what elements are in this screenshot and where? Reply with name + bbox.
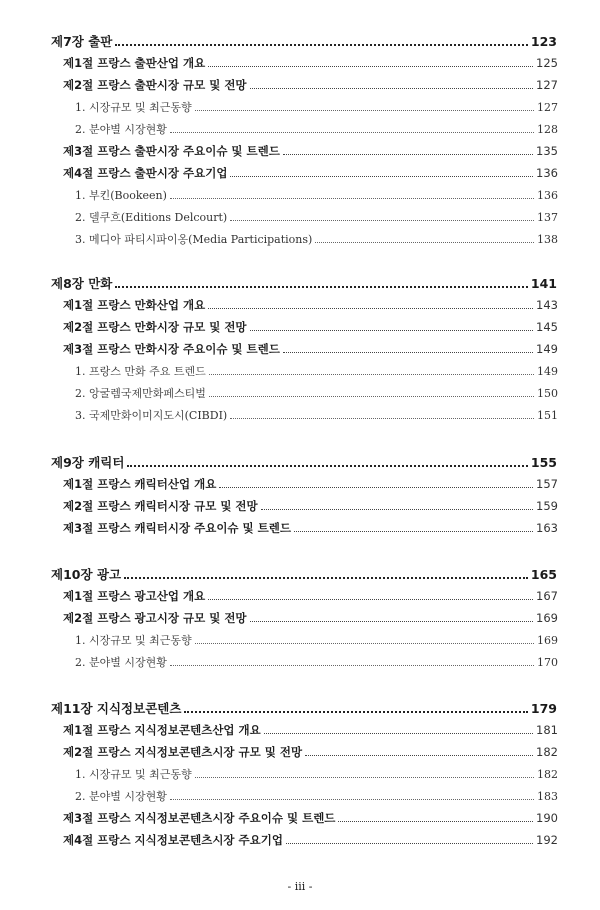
page-number: 125: [536, 56, 558, 70]
subsection-title: 3. 국제만화이미지도시(CIBDI): [75, 409, 228, 422]
chapter-title: 제7장 출판: [51, 34, 113, 49]
section-title: 제1절 프랑스 지식정보콘텐츠산업 개요: [63, 723, 261, 737]
toc-section[interactable]: [63, 165, 558, 181]
toc-subsection[interactable]: [75, 632, 558, 648]
section-title: 제1절 프랑스 캐릭터산업 개요: [63, 477, 217, 491]
chapter-title: 제9장 캐릭터: [51, 455, 125, 470]
section-title: 제2절 프랑스 지식정보콘텐츠시장 규모 및 전망: [63, 745, 303, 759]
toc-section[interactable]: [63, 520, 558, 536]
chapter-title: 제11장 지식정보콘텐츠: [51, 701, 182, 716]
dot-leader: [261, 509, 533, 510]
dot-leader: [208, 599, 533, 600]
page-number: 182: [536, 745, 558, 759]
dot-leader: [170, 665, 534, 666]
section-title: 제1절 프랑스 만화산업 개요: [63, 298, 206, 312]
dot-leader: [250, 621, 534, 622]
toc-subsection[interactable]: [75, 121, 558, 137]
dot-leader: [124, 577, 528, 579]
dot-leader: [170, 198, 534, 199]
chapter-title: 제8장 만화: [51, 276, 113, 291]
page-number: 137: [537, 211, 558, 224]
page-number: 127: [536, 78, 558, 92]
page-number: 170: [537, 656, 558, 669]
dot-leader: [170, 799, 534, 800]
page-number: 123: [530, 34, 557, 49]
section-title: 제2절 프랑스 광고시장 규모 및 전망: [63, 611, 247, 625]
page-number: 190: [536, 811, 558, 825]
toc-section[interactable]: [63, 77, 558, 93]
toc-section[interactable]: [63, 810, 558, 826]
dot-leader: [115, 286, 528, 288]
page-number: 128: [537, 123, 558, 136]
page-number: 136: [537, 189, 558, 202]
page-number: 169: [537, 634, 558, 647]
toc-subsection[interactable]: [75, 187, 558, 203]
toc-section[interactable]: [63, 341, 558, 357]
toc-chapter-11[interactable]: [51, 699, 557, 717]
toc-section[interactable]: [63, 588, 558, 604]
dot-leader: [115, 44, 528, 46]
page-number: 151: [537, 409, 558, 422]
dot-leader: [208, 66, 533, 67]
page-footer-number: - iii -: [287, 880, 313, 893]
dot-leader: [286, 843, 533, 844]
dot-leader: [195, 643, 534, 644]
dot-leader: [283, 154, 533, 155]
subsection-title: 1. 프랑스 만화 주요 트렌드: [75, 365, 206, 378]
section-title: 제3절 프랑스 지식정보콘텐츠시장 주요이슈 및 트렌드: [63, 811, 336, 825]
dot-leader: [195, 777, 534, 778]
toc-section[interactable]: [63, 476, 558, 492]
page-number: 192: [536, 833, 558, 847]
toc-section[interactable]: [63, 498, 558, 514]
subsection-title: 1. 시장규모 및 최근동향: [75, 101, 192, 114]
page-number: 138: [537, 233, 558, 246]
page-number: 163: [536, 521, 558, 535]
dot-leader: [283, 352, 533, 353]
toc-subsection[interactable]: [75, 407, 558, 423]
toc-section[interactable]: [63, 55, 558, 71]
dot-leader: [209, 374, 534, 375]
toc-section[interactable]: [63, 319, 558, 335]
dot-leader: [294, 531, 533, 532]
page-number: 141: [530, 276, 557, 291]
toc-chapter-9[interactable]: [51, 453, 557, 471]
page-number: 149: [536, 342, 558, 356]
section-title: 제2절 프랑스 캐릭터시장 규모 및 전망: [63, 499, 258, 513]
subsection-title: 2. 델쿠흐(Editions Delcourt): [75, 211, 228, 224]
page-number: 157: [536, 477, 558, 491]
dot-leader: [219, 487, 533, 488]
subsection-title: 2. 분야별 시장현황: [75, 123, 167, 136]
dot-leader: [170, 132, 534, 133]
page-number: 165: [530, 567, 557, 582]
chapter-title: 제10장 광고: [51, 567, 122, 582]
subsection-title: 1. 부킨(Bookeen): [75, 189, 167, 202]
toc-section[interactable]: [63, 610, 558, 626]
subsection-title: 3. 메디아 파티시파이옹(Media Participations): [75, 233, 313, 246]
subsection-title: 1. 시장규모 및 최근동향: [75, 768, 192, 781]
toc-section[interactable]: [63, 143, 558, 159]
page-number: 136: [536, 166, 558, 180]
subsection-title: 1. 시장규모 및 최근동향: [75, 634, 192, 647]
section-title: 제1절 프랑스 광고산업 개요: [63, 589, 206, 603]
page-number: 135: [536, 144, 558, 158]
dot-leader: [230, 176, 533, 177]
section-title: 제4절 프랑스 출판시장 주요기업: [63, 166, 228, 180]
page-number: 149: [537, 365, 558, 378]
toc-subsection[interactable]: [75, 363, 558, 379]
toc-subsection[interactable]: [75, 209, 558, 225]
subsection-title: 2. 앙굴렘국제만화페스티벌: [75, 387, 206, 400]
toc-subsection[interactable]: [75, 788, 558, 804]
toc-section[interactable]: [63, 722, 558, 738]
dot-leader: [315, 242, 534, 243]
subsection-title: 2. 분야별 시장현황: [75, 656, 167, 669]
section-title: 제3절 프랑스 만화시장 주요이슈 및 트렌드: [63, 342, 280, 356]
section-title: 제3절 프랑스 출판시장 주요이슈 및 트렌드: [63, 144, 280, 158]
section-title: 제3절 프랑스 캐릭터시장 주요이슈 및 트렌드: [63, 521, 291, 535]
dot-leader: [250, 88, 534, 89]
page-number: 169: [536, 611, 558, 625]
dot-leader: [195, 110, 534, 111]
page-number: 183: [537, 790, 558, 803]
page-number: 181: [536, 723, 558, 737]
toc-chapter-7[interactable]: [51, 32, 557, 50]
toc-section[interactable]: [63, 744, 558, 760]
toc-subsection[interactable]: [75, 766, 558, 782]
dot-leader: [208, 308, 533, 309]
dot-leader: [230, 418, 534, 419]
dot-leader: [230, 220, 534, 221]
page-number: 179: [530, 701, 557, 716]
section-title: 제2절 프랑스 만화시장 규모 및 전망: [63, 320, 247, 334]
toc-section[interactable]: [63, 832, 558, 848]
toc-chapter-10[interactable]: [51, 565, 557, 583]
toc-subsection[interactable]: [75, 654, 558, 670]
dot-leader: [184, 711, 527, 713]
page-number: 182: [537, 768, 558, 781]
subsection-title: 2. 분야별 시장현황: [75, 790, 167, 803]
toc-subsection[interactable]: [75, 99, 558, 115]
toc-subsection[interactable]: [75, 385, 558, 401]
dot-leader: [250, 330, 534, 331]
dot-leader: [264, 733, 533, 734]
page-number: 155: [530, 455, 557, 470]
section-title: 제4절 프랑스 지식정보콘텐츠시장 주요기업: [63, 833, 283, 847]
section-title: 제1절 프랑스 출판산업 개요: [63, 56, 206, 70]
dot-leader: [209, 396, 534, 397]
page-number: 145: [536, 320, 558, 334]
page-number: 159: [536, 499, 558, 513]
page-number: 143: [536, 298, 558, 312]
page-number: 167: [536, 589, 558, 603]
toc-section[interactable]: [63, 297, 558, 313]
toc-chapter-8[interactable]: [51, 274, 557, 292]
dot-leader: [127, 465, 527, 467]
section-title: 제2절 프랑스 출판시장 규모 및 전망: [63, 78, 247, 92]
toc-subsection[interactable]: [75, 231, 558, 247]
page-number: 150: [537, 387, 558, 400]
dot-leader: [305, 755, 533, 756]
dot-leader: [338, 821, 533, 822]
page-number: 127: [537, 101, 558, 114]
